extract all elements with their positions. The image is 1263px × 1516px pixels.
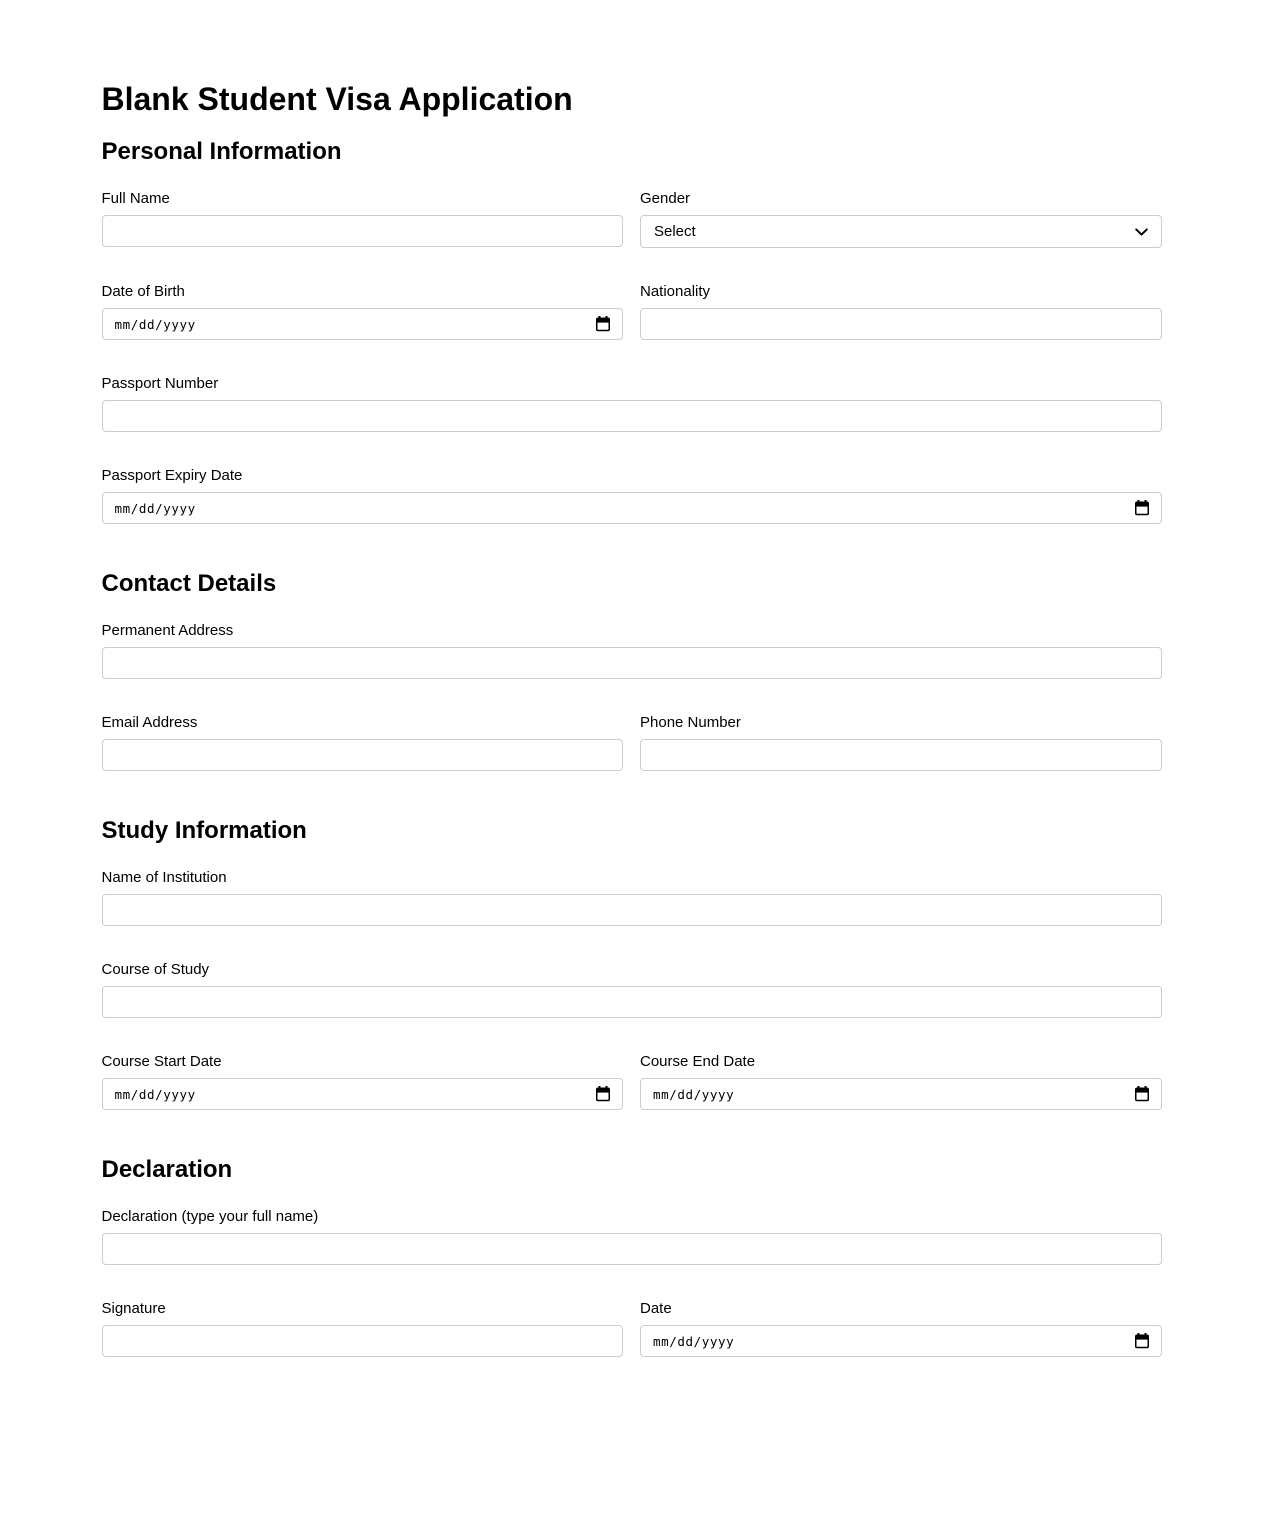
- nationality-label: Nationality: [640, 283, 711, 300]
- email-address-label: Email Address: [101, 714, 198, 731]
- signature-input[interactable]: [102, 1325, 624, 1357]
- calendar-icon[interactable]: [595, 1086, 611, 1102]
- field-declaration: [102, 1208, 1162, 1265]
- course-start-date-input[interactable]: [102, 1078, 624, 1110]
- row-signature-date: [102, 1300, 1162, 1357]
- course-end-date-label: Course End Date: [640, 1053, 756, 1070]
- section-personal-information: [102, 138, 1162, 524]
- row-passport-expiry: [102, 467, 1162, 524]
- field-date-of-birth: [102, 283, 624, 340]
- row-course-dates: [102, 1053, 1162, 1110]
- passport-expiry-date-label: Passport Expiry Date: [101, 467, 243, 484]
- passport-number-label: Passport Number: [101, 375, 219, 392]
- field-phone-number: [640, 714, 1162, 771]
- row-email-phone: [102, 714, 1162, 771]
- gender-label: Gender: [640, 190, 691, 207]
- field-signature: [102, 1300, 624, 1357]
- field-passport-expiry-date: [102, 467, 1162, 524]
- row-fullname-gender: [102, 190, 1162, 248]
- signature-label: Signature: [101, 1300, 166, 1317]
- date-of-birth-input[interactable]: [102, 308, 624, 340]
- date-label: Date: [640, 1300, 672, 1317]
- visa-application-form: [102, 0, 1162, 1516]
- date-format-placeholder: mm/dd/yyyy: [114, 1086, 196, 1102]
- declaration-input[interactable]: [102, 1233, 1162, 1265]
- date-of-birth-label: Date of Birth: [101, 283, 185, 300]
- field-email-address: [102, 714, 624, 771]
- name-of-institution-label: Name of Institution: [101, 869, 227, 886]
- page-title: Blank Student Visa Application: [101, 81, 573, 117]
- field-course-end-date: [640, 1053, 1162, 1110]
- date-format-placeholder: mm/dd/yyyy: [114, 500, 196, 516]
- full-name-input[interactable]: [102, 215, 624, 247]
- permanent-address-input[interactable]: [102, 647, 1162, 679]
- phone-number-label: Phone Number: [640, 714, 741, 731]
- passport-number-input[interactable]: [102, 400, 1162, 432]
- field-course-of-study: [102, 961, 1162, 1018]
- date-format-placeholder: mm/dd/yyyy: [114, 316, 196, 332]
- course-of-study-input[interactable]: [102, 986, 1162, 1018]
- date-format-placeholder: mm/dd/yyyy: [653, 1086, 735, 1102]
- field-permanent-address: [102, 622, 1162, 679]
- calendar-icon[interactable]: [1134, 500, 1150, 516]
- gender-select-wrap: [640, 215, 1162, 248]
- email-address-input[interactable]: [102, 739, 624, 771]
- permanent-address-label: Permanent Address: [101, 622, 234, 639]
- calendar-icon[interactable]: [595, 316, 611, 332]
- course-start-date-label: Course Start Date: [101, 1053, 222, 1070]
- date-format-placeholder: mm/dd/yyyy: [653, 1333, 735, 1349]
- phone-number-input[interactable]: [640, 739, 1162, 771]
- calendar-icon[interactable]: [1134, 1333, 1150, 1349]
- gender-select[interactable]: [640, 215, 1162, 248]
- field-name-of-institution: [102, 869, 1162, 926]
- row-permanent-address: [102, 622, 1162, 679]
- field-full-name: [102, 190, 624, 248]
- declaration-label: Declaration (type your full name): [101, 1208, 319, 1225]
- contact-details-heading: Contact Details: [101, 570, 277, 597]
- field-nationality: [640, 283, 1162, 340]
- row-course-of-study: [102, 961, 1162, 1018]
- row-declaration-name: [102, 1208, 1162, 1265]
- field-passport-number: [102, 375, 1162, 432]
- course-of-study-label: Course of Study: [101, 961, 210, 978]
- name-of-institution-input[interactable]: [102, 894, 1162, 926]
- personal-information-heading: Personal Information: [101, 138, 342, 165]
- field-gender: [640, 190, 1162, 248]
- section-declaration: [102, 1156, 1162, 1357]
- nationality-input[interactable]: [640, 308, 1162, 340]
- section-study-information: [102, 817, 1162, 1110]
- course-end-date-input[interactable]: [640, 1078, 1162, 1110]
- row-passport-number: [102, 375, 1162, 432]
- field-date: [640, 1300, 1162, 1357]
- section-contact-details: [102, 570, 1162, 771]
- full-name-label: Full Name: [101, 190, 170, 207]
- study-information-heading: Study Information: [101, 817, 307, 844]
- declaration-date-input[interactable]: [640, 1325, 1162, 1357]
- row-dob-nationality: [102, 283, 1162, 340]
- row-institution: [102, 869, 1162, 926]
- calendar-icon[interactable]: [1134, 1086, 1150, 1102]
- passport-expiry-date-input[interactable]: [102, 492, 1162, 524]
- declaration-heading: Declaration: [101, 1156, 233, 1183]
- field-course-start-date: [102, 1053, 624, 1110]
